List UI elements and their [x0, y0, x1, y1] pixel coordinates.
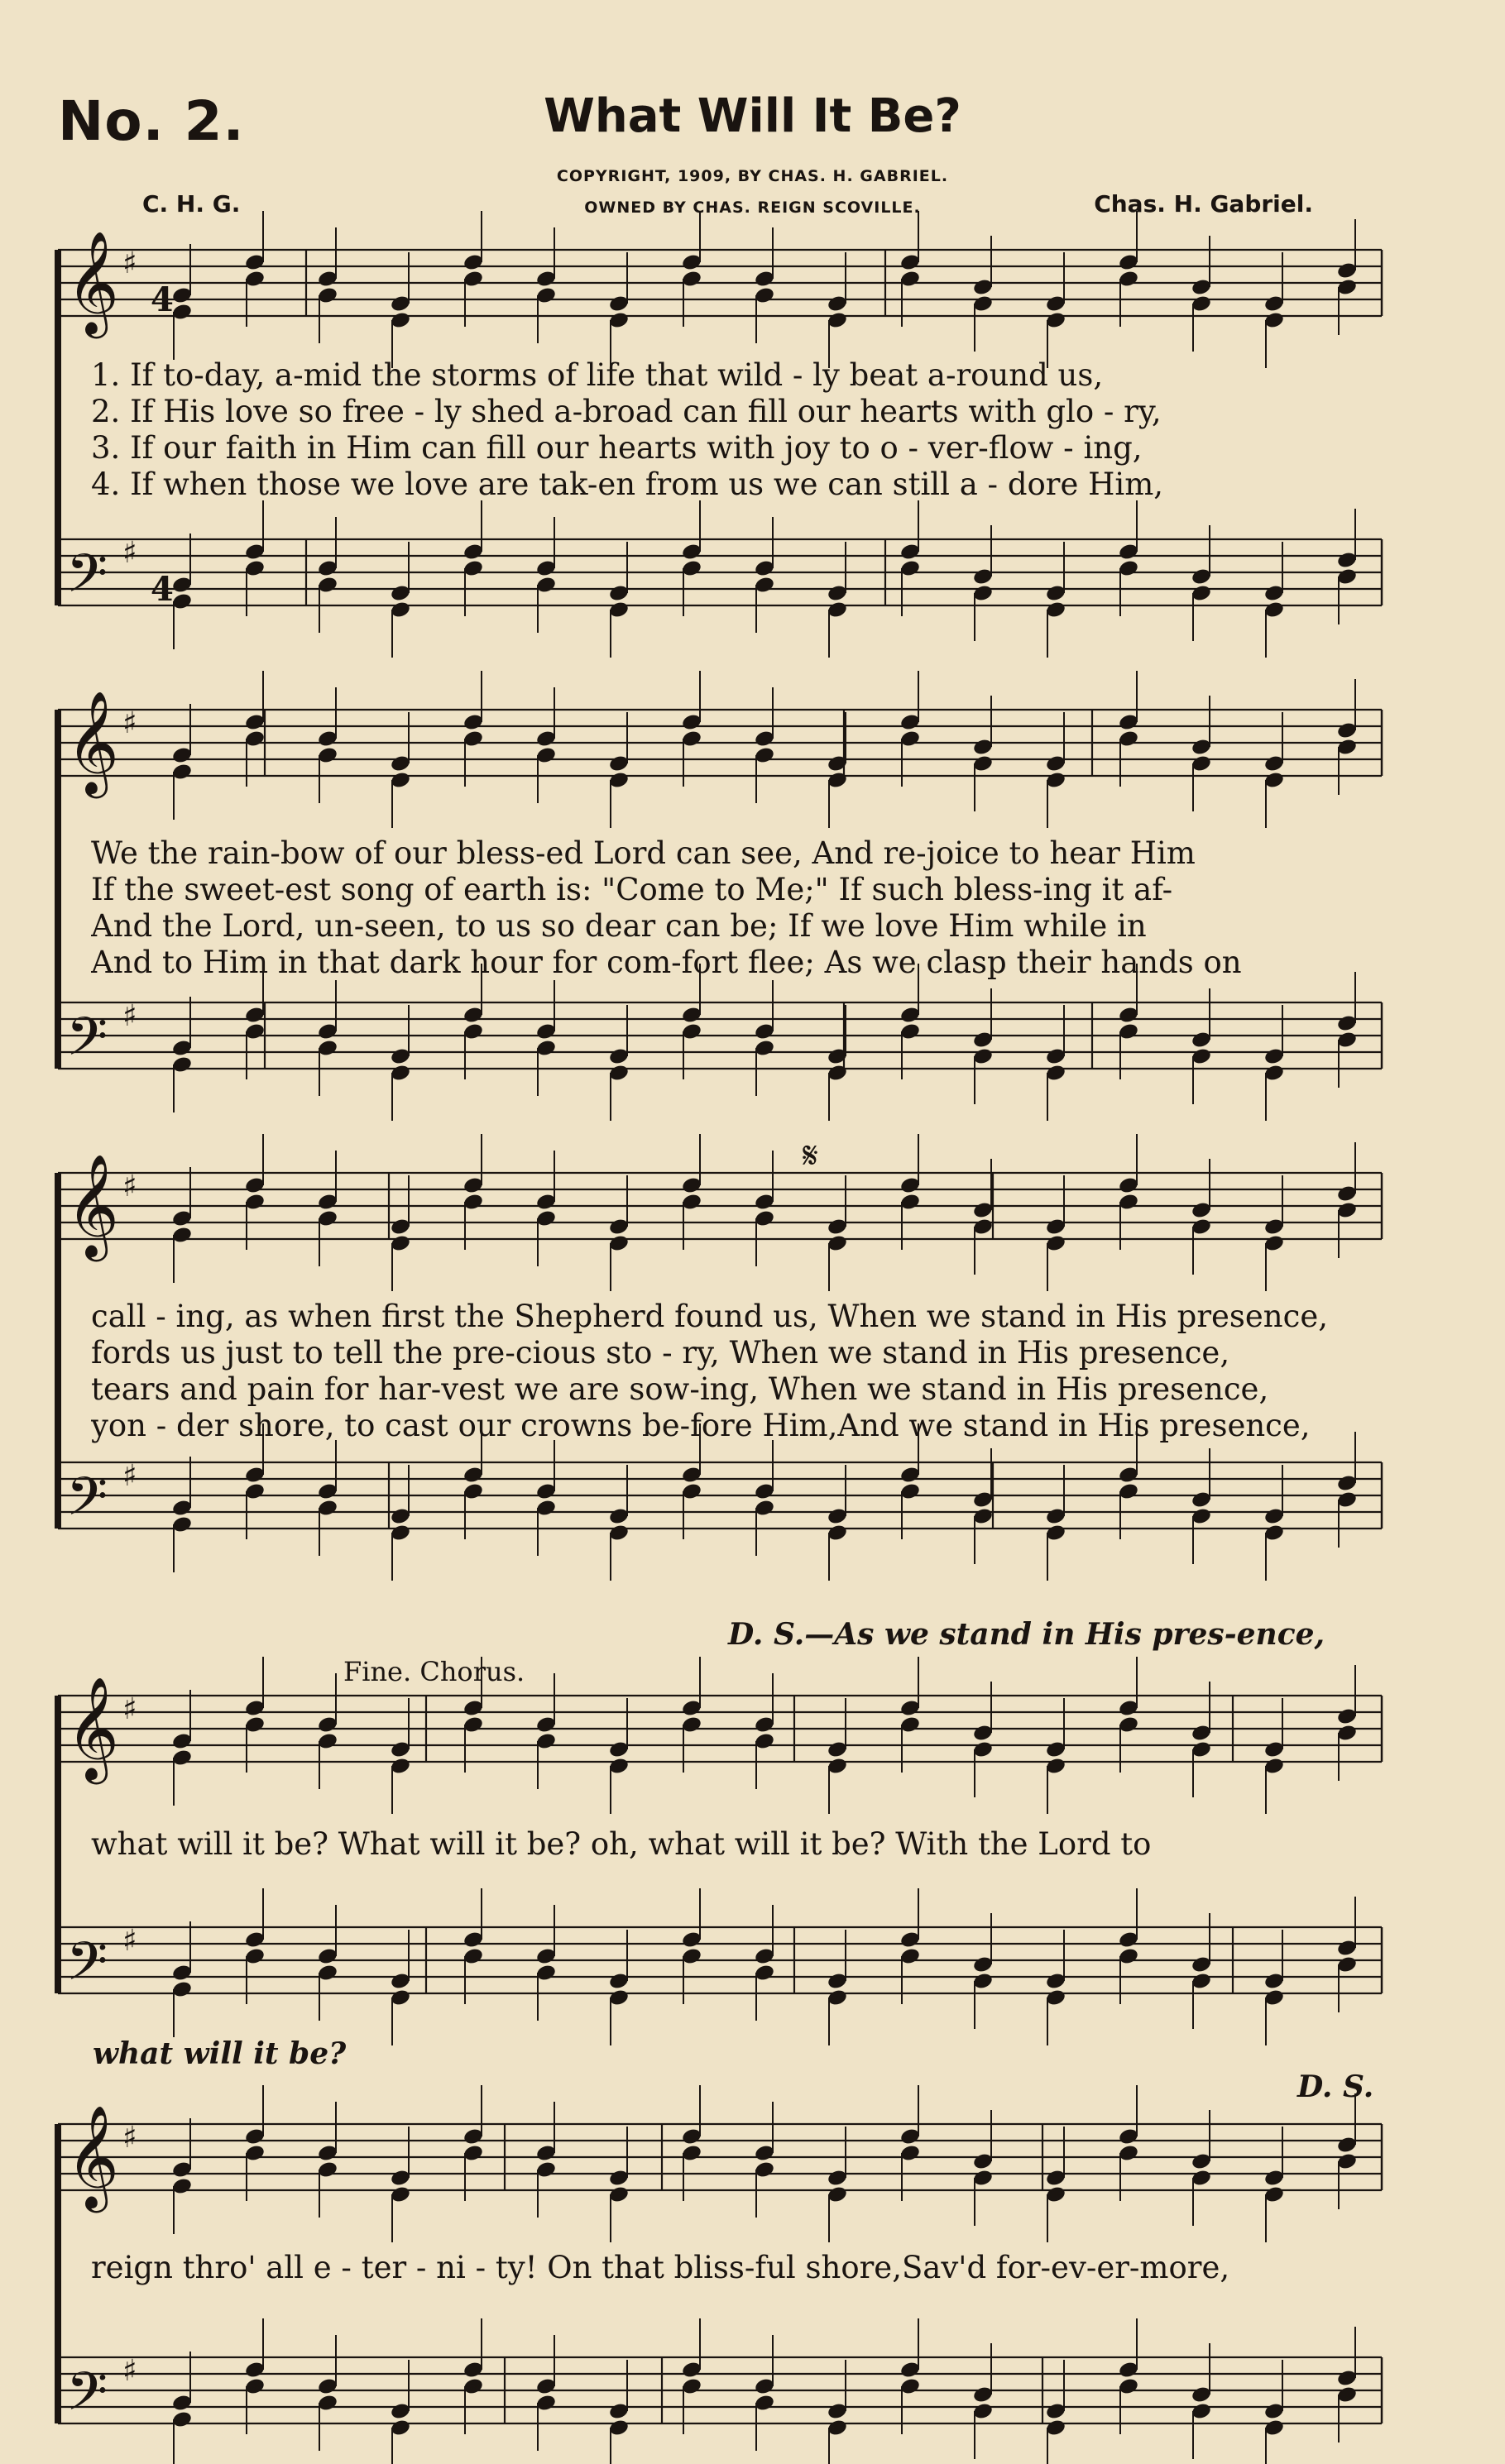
bass-clef: 𝄢	[66, 1931, 108, 2006]
time-signature: 4	[151, 570, 174, 609]
lyric-line: And to Him in that dark hour for com-fort flee; As we clasp their hands on	[91, 945, 1242, 980]
treble-clef: 𝄞	[66, 2105, 119, 2208]
hymn-number: No. 2.	[58, 89, 245, 153]
lyric-line: 2. If His love so free - ly shed a-broad can fill our hearts with glo - ry,	[91, 394, 1162, 429]
key-signature-sharp: ♯	[122, 1459, 137, 1493]
key-signature-sharp: ♯	[122, 1692, 137, 1726]
key-signature-sharp: ♯	[122, 536, 137, 570]
lyric-line: If the sweet-est song of earth is: "Come to Me;" If such bless-ing it af-	[91, 872, 1173, 907]
bass-clef: 𝄢	[66, 543, 108, 618]
lyric-line: call - ing, as when first the Shepherd found us, When we stand in His presence,	[91, 1299, 1329, 1334]
lyricist-credit: C. H. G.	[142, 190, 241, 218]
bass-echo-text: what will it be?	[93, 2036, 347, 2071]
segno-sign: 𝄋	[803, 1135, 818, 1177]
key-signature-sharp: ♯	[122, 2121, 137, 2155]
lyric-line: 3. If our faith in Him can fill our hearts with joy to o - ver-flow - ing,	[91, 430, 1143, 466]
lyric-line: yon - der shore, to cast our crowns be-fore Him,And we stand in His presence,	[91, 1408, 1311, 1443]
owner-line: OWNED BY CHAS. REIGN SCOVILLE.	[584, 199, 921, 217]
lyrics-system-5	[91, 2250, 1382, 2286]
lyric-line: reign thro' all e - ter - ni - ty! On that bliss-ful shore,Sav'd for-ev-er-more,	[91, 2250, 1230, 2285]
lyric-line: tears and pain for har-vest we are sow-ing, When we stand in His presence,	[91, 1371, 1269, 1407]
fine-chorus-marking: Fine. Chorus.	[343, 1656, 525, 1687]
treble-clef: 𝄞	[66, 1677, 119, 1780]
copyright-line: COPYRIGHT, 1909, BY CHAS. H. GABRIEL.	[556, 167, 949, 185]
key-signature-sharp: ♯	[122, 2354, 137, 2388]
lyric-line: fords us just to tell the pre-cious sto - ry, When we stand in His presence,	[91, 1335, 1230, 1371]
lyrics-system-1	[91, 357, 1382, 503]
ds-marking: D. S.	[1297, 2069, 1374, 2104]
bass-clef: 𝄢	[66, 1466, 108, 1541]
composer-credit: Chas. H. Gabriel.	[1094, 190, 1313, 218]
bass-clef: 𝄢	[66, 1007, 108, 1081]
key-signature-sharp: ♯	[122, 246, 137, 280]
lyrics-system-2	[91, 835, 1382, 981]
lyrics-system-4	[91, 1826, 1382, 1863]
key-signature-sharp: ♯	[122, 1924, 137, 1958]
treble-clef: 𝄞	[66, 691, 119, 794]
lyrics-system-3	[91, 1299, 1382, 1444]
treble-clef: 𝄞	[66, 1154, 119, 1257]
key-signature-sharp: ♯	[122, 999, 137, 1033]
lyric-line: 4. If when those we love are tak-en from us we can still a - dore Him,	[91, 466, 1164, 502]
lyric-line: And the Lord, un-seen, to us so dear can be; If we love Him while in	[91, 908, 1147, 944]
treble-clef: 𝄞	[66, 231, 119, 334]
lyric-line: what will it be? What will it be? oh, what will it be? With the Lord to	[91, 1826, 1152, 1862]
ds-instruction: D. S.—As we stand in His pres-ence,	[728, 1617, 1325, 1652]
lyric-line: We the rain-bow of our bless-ed Lord can see, And re-joice to hear Him	[91, 835, 1196, 871]
hymn-title: What Will It Be?	[544, 89, 961, 143]
bass-clef: 𝄢	[66, 2361, 108, 2436]
lyric-line: 1. If to-day, a-mid the storms of life that wild - ly beat a-round us,	[91, 357, 1104, 393]
key-signature-sharp: ♯	[122, 706, 137, 740]
time-signature: 4	[151, 280, 174, 319]
key-signature-sharp: ♯	[122, 1170, 137, 1203]
